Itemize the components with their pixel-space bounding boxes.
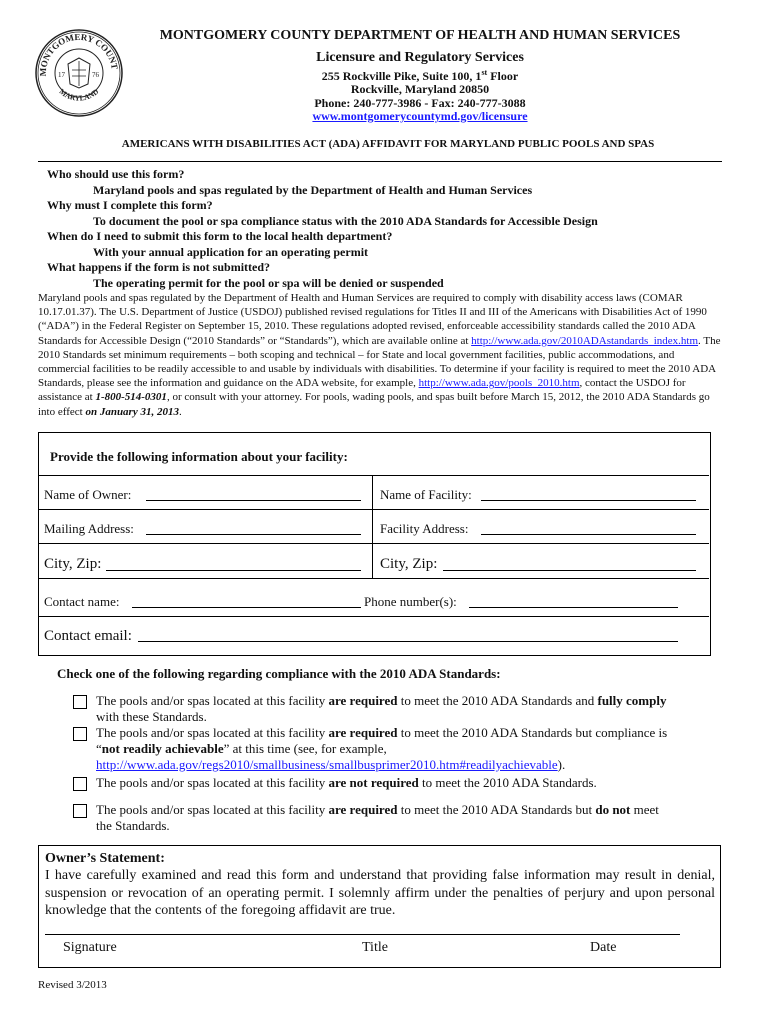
address-sup: st	[481, 68, 488, 77]
opt4-text-3: meet	[630, 802, 659, 817]
seal-text-top: MONTGOMERY COUNT	[37, 31, 120, 77]
facility-address-field[interactable]	[481, 520, 696, 535]
faq-question-1: Who should use this form?	[47, 167, 185, 181]
contact-name-label: Contact name:	[44, 594, 120, 609]
seal-text-bottom: MARYLAND	[57, 86, 101, 103]
city-zip-owner-field[interactable]	[106, 556, 361, 571]
phone-fax: Phone: 240-777-3986 - Fax: 240-777-3088	[314, 96, 526, 110]
facility-row-divider	[38, 543, 709, 544]
facility-column-divider	[372, 475, 373, 578]
compliance-option-3-checkbox[interactable]	[73, 777, 87, 791]
county-seal	[34, 28, 124, 118]
opt1-text-2: to meet the 2010 ADA Standards and	[397, 693, 598, 708]
title-label: Title	[362, 940, 388, 955]
faq-answer-1: Maryland pools and spas regulated by the Department of Health and Human Services	[93, 183, 533, 197]
facility-name-label: Name of Facility:	[380, 487, 472, 502]
contact-email-label: Contact email:	[44, 628, 132, 644]
facility-info-box	[38, 432, 711, 656]
owner-statement-heading: Owner’s Statement:	[45, 851, 165, 866]
department-name: MONTGOMERY COUNTY DEPARTMENT OF HEALTH AND HUMAN SERVICES	[159, 28, 681, 43]
form-title: AMERICANS WITH DISABILITIES ACT (ADA) AFFIDAVIT FOR MARYLAND PUBLIC POOLS AND SPAS	[121, 138, 655, 150]
intro-text-2: . The 2010 Standards set minimum requirements – both scoping and technical – for State and local government facilities, public accommodations, and commercial facilities to be readily accessible to and usable by individuals with disabilities. To determine if your facility is required to meet the 2010 ADA Standards, please see the information and guidance on the ADA website, for example,	[38, 334, 721, 390]
compliance-heading: Check one of the following regarding compliance with the 2010 ADA Standards:	[57, 666, 501, 681]
opt2-quote: “	[96, 741, 102, 756]
svg-text:MARYLAND	[58, 87, 101, 103]
faq-answer-3: With your annual application for an operating permit	[93, 245, 369, 259]
faq-answer-4: The operating permit for the pool or spa will be denied or suspended	[93, 276, 444, 290]
opt2-bold-2: not readily achievable	[101, 741, 224, 756]
contact-email-field[interactable]	[138, 627, 678, 642]
opt1-text: The pools and/or spas located at this facility	[96, 693, 329, 708]
faq-question-4: What happens if the form is not submitted?	[47, 260, 271, 274]
mailing-address-label: Mailing Address:	[44, 521, 134, 536]
opt3-bold: are not required	[328, 775, 419, 790]
opt2-text-3: ” at this time (see, for example,	[223, 741, 387, 756]
address-street: 255 Rockville Pike, Suite 100, 1	[321, 69, 482, 83]
contact-name-field[interactable]	[132, 593, 361, 608]
faq-answer-2: To document the pool or spa compliance status with the 2010 ADA Standards for Accessible Design	[93, 214, 598, 228]
opt4-text-2: to meet the 2010 ADA Standards but	[397, 802, 596, 817]
opt4-bold: are required	[328, 802, 398, 817]
opt2-text: The pools and/or spas located at this facility	[96, 725, 329, 740]
city-zip-label-facility: City, Zip:	[380, 556, 438, 572]
mailing-address-field[interactable]	[146, 520, 361, 535]
date-label: Date	[590, 940, 617, 955]
city-zip-label-owner: City, Zip:	[44, 556, 102, 572]
owner-label: Name of Owner:	[44, 487, 132, 502]
compliance-option-2	[96, 725, 716, 773]
signature-line[interactable]	[45, 934, 680, 935]
revision-note: Revised 3/2013	[38, 979, 107, 991]
opt4-text-4: the Standards.	[96, 818, 170, 833]
title-divider	[38, 161, 722, 162]
opt2-text-2: to meet the 2010 ADA Standards but compliance is	[397, 725, 668, 740]
opt3-text-2: to meet the 2010 ADA Standards.	[418, 775, 597, 790]
readily-achievable-link[interactable]: http://www.ada.gov/regs2010/smallbusiness/smallbusprimer2010.htm#readilyachievable	[96, 757, 558, 772]
phone-numbers-field[interactable]	[469, 593, 678, 608]
facility-name-field[interactable]	[481, 486, 696, 501]
intro-text-4: , or consult with your attorney. For pools, wading pools, and spas built before March 15, 2012, the 2010 ADA Standards go into effect	[38, 391, 710, 418]
opt1-text-3: with these Standards.	[96, 709, 207, 724]
address-floor: Floor	[487, 69, 519, 83]
facility-address-label: Facility Address:	[380, 521, 469, 536]
intro-text-3: , contact the USDOJ for assistance at	[38, 377, 686, 404]
address-line-2: Rockville, Maryland 20850	[350, 82, 490, 96]
faq-question-3: When do I need to submit this form to the local health department?	[47, 229, 393, 243]
opt4-bold-2: do not	[595, 802, 631, 817]
usdoj-phone: 1-800-514-0301	[95, 391, 167, 404]
opt4-text: The pools and/or spas located at this facility	[96, 802, 329, 817]
compliance-option-4-checkbox[interactable]	[73, 804, 87, 818]
opt2-bold: are required	[328, 725, 398, 740]
facility-row-divider	[38, 509, 709, 510]
facility-row-divider	[38, 578, 709, 579]
intro-paragraph	[38, 291, 728, 419]
seal-year-left: 17	[58, 71, 65, 79]
facility-heading: Provide the following information about your facility:	[50, 449, 348, 464]
opt1-bold-2: fully comply	[597, 693, 667, 708]
faq-question-2: Why must I complete this form?	[47, 198, 213, 212]
facility-row-divider	[38, 616, 709, 617]
phone-numbers-label: Phone number(s):	[364, 594, 457, 609]
opt3-text: The pools and/or spas located at this facility	[96, 775, 329, 790]
intro-text-5: .	[178, 405, 182, 418]
svg-text:MONTGOMERY COUNTY	[34, 28, 120, 76]
compliance-option-1	[96, 693, 716, 725]
effective-date: on January 31, 2013	[85, 405, 179, 418]
owner-name-field[interactable]	[146, 486, 361, 501]
compliance-option-1-checkbox[interactable]	[73, 695, 87, 709]
ada-pools-link[interactable]: http://www.ada.gov/pools_2010.htm	[418, 377, 580, 390]
compliance-option-4	[96, 802, 716, 834]
opt2-text-4: ).	[557, 757, 566, 772]
city-zip-facility-field[interactable]	[443, 556, 696, 571]
intro-text-1: Maryland pools and spas regulated by the Department of Health and Human Services are required to comply with disability access laws (COMAR 10.17.01.37). The U.S. Department of Justice (USDOJ) published revised regulations for Titles II and III of the Americans with Disabilities Act of 1990 (“ADA”) in the Federal Register on September 15, 2010. These regulations adopted revised, enforceable accessibility standards called the 2010 ADA Standards for Accessible Design (“2010 Standards” or “Standards”), which are available online at	[38, 292, 707, 347]
owner-statement-text: I have carefully examined and read this form and understand that providing false information may result in denial, suspension or revocation of an operating permit. I solemnly affirm under the penalties of perjury and upon personal knowledge that the contents of the foregoing affidavit are true.	[45, 868, 715, 918]
website-link[interactable]: www.montgomerycountymd.gov/licensure	[312, 109, 528, 123]
facility-row-divider	[38, 475, 709, 476]
division-name: Licensure and Regulatory Services	[316, 50, 524, 65]
signature-label: Signature	[63, 940, 117, 955]
opt1-bold: are required	[328, 693, 398, 708]
compliance-option-3	[96, 775, 716, 791]
seal-graphic	[34, 28, 124, 118]
ada-standards-link[interactable]: http://www.ada.gov/2010ADAstandards_index.htm	[471, 334, 699, 347]
compliance-option-2-checkbox[interactable]	[73, 727, 87, 741]
seal-year-right: 76	[92, 71, 99, 79]
